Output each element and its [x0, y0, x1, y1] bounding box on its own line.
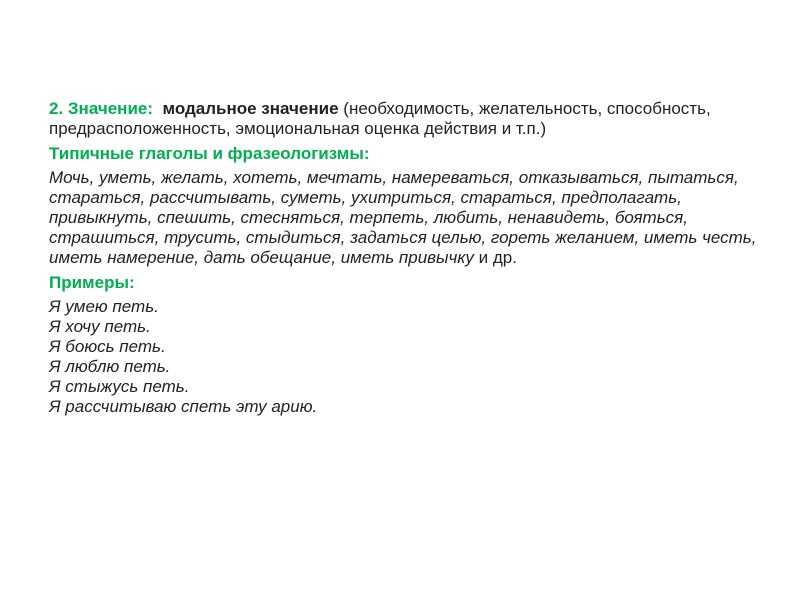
example-item: Я рассчитываю спеть эту арию. — [49, 397, 318, 416]
verbs-tail: и др. — [473, 248, 517, 267]
meaning-term: модальное значение — [162, 99, 339, 118]
meaning-description: (необходимость, желательность, способность, предрасположенность, эмоциональная оценка действия и т.п.) — [49, 99, 711, 138]
example-item: Я боюсь петь. — [49, 337, 166, 356]
meaning-paragraph — [49, 99, 769, 139]
verbs-heading: Типичные глаголы и фразеологизмы: — [49, 144, 370, 163]
example-item: Я умею петь. — [49, 297, 159, 316]
example-item: Я люблю петь. — [49, 357, 171, 376]
verbs-paragraph — [49, 168, 769, 268]
examples-list — [49, 297, 769, 417]
example-item: Я стыжусь петь. — [49, 377, 190, 396]
meaning-number-label: 2. Значение: — [49, 99, 154, 118]
examples-heading: Примеры: — [49, 273, 135, 292]
left-edge — [0, 0, 12, 600]
slide-content — [49, 99, 769, 417]
example-item: Я хочу петь. — [49, 317, 151, 336]
verbs-list: Мочь, уметь, желать, хотеть, мечтать, намереваться, отказываться, пытаться, стараться, рассчитывать, суметь, ухитриться, стараться, предполагать, привыкнуть, спешить, стесняться, терпеть, любить, ненавидеть, бояться, страшиться, трусить, стыдиться, задаться целью, гореть желанием, иметь честь, иметь намерение, дать обещание, иметь привычку — [49, 168, 757, 267]
